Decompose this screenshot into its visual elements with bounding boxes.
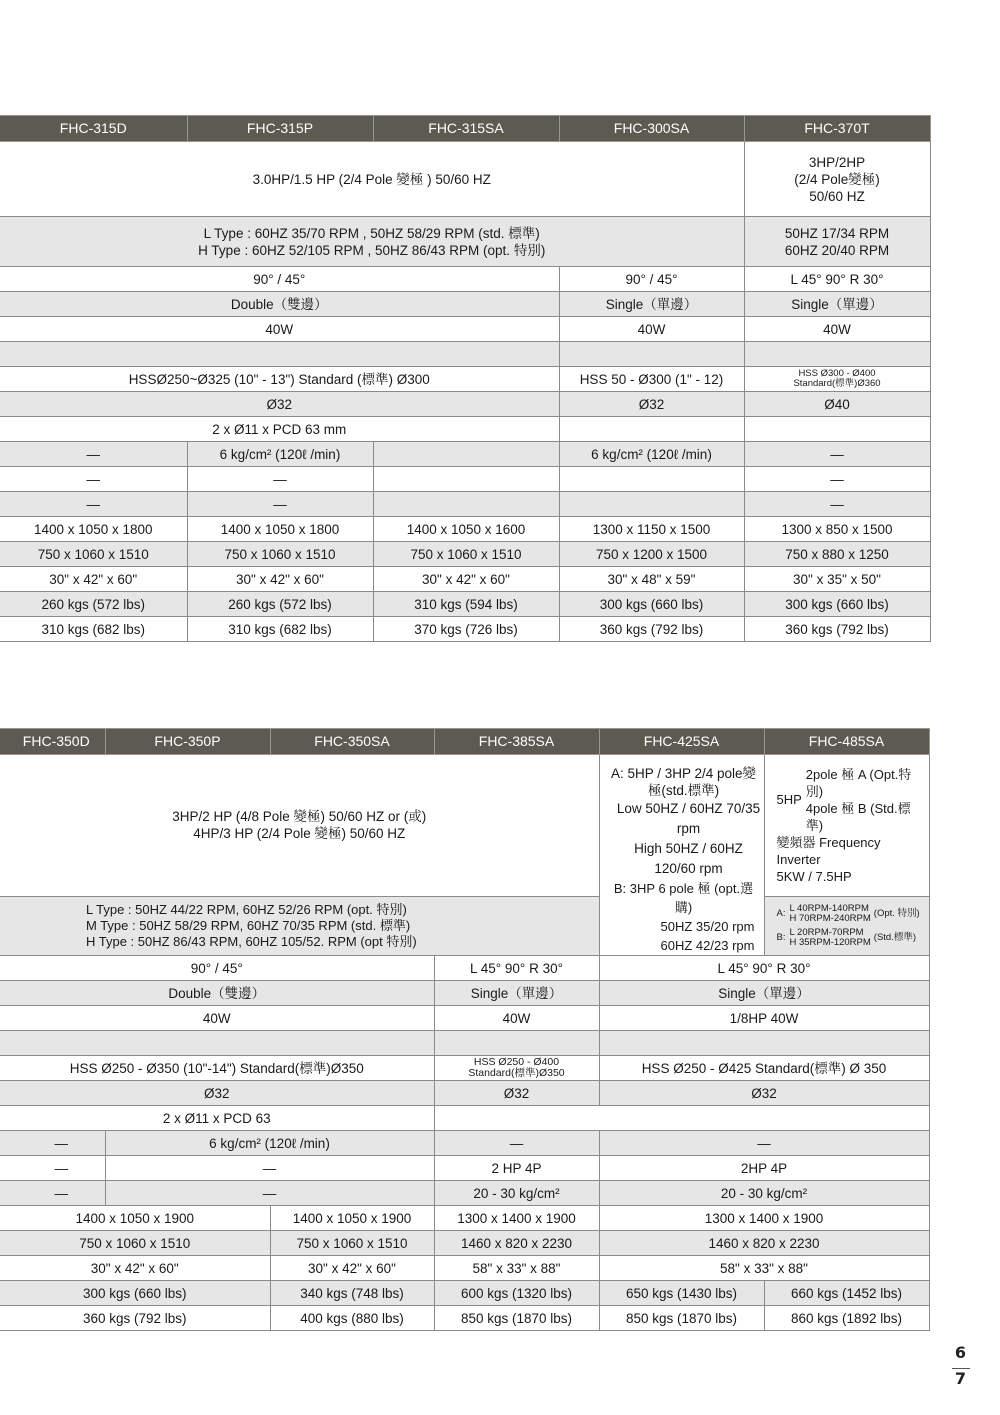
inch-cell: 30" x 42" x 60" bbox=[270, 1256, 434, 1281]
speed-label: B: bbox=[776, 931, 786, 943]
empty-cell bbox=[0, 1031, 434, 1056]
gw-cell: 310 kgs (682 lbs) bbox=[187, 617, 373, 642]
gw-cell: 360 kgs (792 lbs) bbox=[559, 617, 744, 642]
blade-cell: HSS Ø250 - Ø425 Standard(標準) Ø 350 bbox=[599, 1056, 929, 1081]
nw-cell: 600 kgs (1320 lbs) bbox=[434, 1281, 599, 1306]
motor-cell bbox=[0, 755, 599, 897]
air-row bbox=[0, 1131, 929, 1156]
nw-cell: 260 kgs (572 lbs) bbox=[0, 592, 187, 617]
pressure-cell: — bbox=[105, 1181, 434, 1206]
empty-cell bbox=[559, 492, 744, 517]
hyd-cell: — bbox=[744, 467, 930, 492]
dim-cell: 1400 x 1050 x 1900 bbox=[0, 1206, 270, 1231]
gw-cell: 860 kgs (1892 lbs) bbox=[764, 1306, 929, 1331]
inch-row bbox=[0, 567, 930, 592]
air-cell: 6 kg/cm² (120ℓ /min) bbox=[105, 1131, 434, 1156]
motor-pole-lines bbox=[806, 766, 927, 834]
mitre-row bbox=[0, 292, 930, 317]
dimension-row bbox=[0, 517, 930, 542]
hydraulic-row bbox=[0, 1156, 929, 1181]
mitre-row bbox=[0, 981, 929, 1006]
dim-cell: 1300 x 1400 x 1900 bbox=[434, 1206, 599, 1231]
blade-cell-385sa bbox=[434, 1056, 599, 1081]
gw-cell: 850 kgs (1870 lbs) bbox=[434, 1306, 599, 1331]
empty-cell bbox=[599, 1031, 929, 1056]
model-header: FHC-315D bbox=[0, 116, 187, 142]
nw-cell: 300 kgs (660 lbs) bbox=[744, 592, 930, 617]
model-header: FHC-485SA bbox=[764, 729, 929, 755]
nw-cell: 650 kgs (1430 lbs) bbox=[599, 1281, 764, 1306]
arbor-cell: Ø32 bbox=[599, 1081, 929, 1106]
speed-group-a bbox=[777, 904, 927, 924]
blade-line: Standard(標準)Ø350 bbox=[468, 1067, 565, 1079]
packing-row bbox=[0, 542, 930, 567]
pump-cell: 40W bbox=[0, 1006, 434, 1031]
page-number-right: 7 bbox=[954, 1369, 966, 1388]
gross-weight-row bbox=[0, 617, 930, 642]
model-header: FHC-315P bbox=[187, 116, 373, 142]
air-cell: — bbox=[599, 1131, 929, 1156]
dimension-row bbox=[0, 1206, 929, 1231]
model-header: FHC-315SA bbox=[373, 116, 559, 142]
hyd-cell: — bbox=[0, 1156, 105, 1181]
gross-weight-row bbox=[0, 1306, 929, 1331]
arbor-cell: Ø32 bbox=[434, 1081, 599, 1106]
dim-cell: 1400 x 1050 x 1900 bbox=[270, 1206, 434, 1231]
motor-line: 4pole 極 B (Std.標準) bbox=[805, 800, 911, 833]
inch-cell: 30" x 35" x 50" bbox=[744, 567, 930, 592]
pack-cell: 750 x 1060 x 1510 bbox=[0, 542, 187, 567]
header-row bbox=[0, 116, 930, 142]
hydraulic-row bbox=[0, 467, 930, 492]
pump-cell: 40W bbox=[0, 317, 559, 342]
speed-line: L Type : 60HZ 35/70 RPM , 50HZ 58/29 RPM (std. 標準) bbox=[203, 225, 540, 241]
motor-pole-group bbox=[777, 766, 927, 834]
empty-row bbox=[0, 342, 930, 367]
nw-cell: 660 kgs (1452 lbs) bbox=[764, 1281, 929, 1306]
pressure-cell: — bbox=[0, 492, 187, 517]
nw-cell: 300 kgs (660 lbs) bbox=[559, 592, 744, 617]
pin-row bbox=[0, 1106, 929, 1131]
pump-row bbox=[0, 1006, 929, 1031]
inch-row bbox=[0, 1256, 929, 1281]
motor-cell: 3.0HP/1.5 HP (2/4 Pole 變極 ) 50/60 HZ bbox=[0, 142, 744, 217]
gw-cell: 850 kgs (1870 lbs) bbox=[599, 1306, 764, 1331]
model-header: FHC-350D bbox=[0, 729, 105, 755]
arbor-row bbox=[0, 392, 930, 417]
motor-line: 2pole 極 A (Opt.特別) bbox=[805, 766, 912, 799]
dim-cell: 1300 x 850 x 1500 bbox=[744, 517, 930, 542]
empty-row bbox=[0, 1031, 929, 1056]
speed-line: M Type : 50HZ 58/29 RPM, 60HZ 70/35 RPM (std. 標準) bbox=[86, 917, 411, 933]
pack-cell: 750 x 1060 x 1510 bbox=[373, 542, 559, 567]
motor-line: 60HZ 42/23 rpm bbox=[660, 938, 755, 953]
motor-line: 5KW / 7.5HP bbox=[776, 868, 852, 884]
empty-cell bbox=[0, 342, 559, 367]
pack-cell: 750 x 1060 x 1510 bbox=[0, 1231, 270, 1256]
nw-cell: 340 kgs (748 lbs) bbox=[270, 1281, 434, 1306]
speed-cell-370t bbox=[744, 217, 930, 267]
speed-line: 60HZ 20/40 RPM bbox=[784, 242, 890, 258]
gw-cell: 400 kgs (880 lbs) bbox=[270, 1306, 434, 1331]
angle-cell: L 45° 90° R 30° bbox=[744, 267, 930, 292]
blade-cell: HSS 50 - Ø300 (1" - 12) bbox=[559, 367, 744, 392]
mitre-cell: Double（雙邊） bbox=[0, 981, 434, 1006]
pressure-row bbox=[0, 1181, 929, 1206]
gw-cell: 310 kgs (682 lbs) bbox=[0, 617, 187, 642]
pressure-cell: 20 - 30 kg/cm² bbox=[434, 1181, 599, 1206]
inch-cell: 30" x 42" x 60" bbox=[0, 1256, 270, 1281]
speed-line: L 40RPM-140RPM bbox=[789, 902, 869, 914]
motor-line: 變頻器 Frequency Inverter bbox=[776, 834, 881, 867]
speed-lines bbox=[789, 904, 870, 924]
gw-cell: 360 kgs (792 lbs) bbox=[744, 617, 930, 642]
angle-row bbox=[0, 267, 930, 292]
speed-label: A: bbox=[776, 907, 786, 919]
speed-row bbox=[0, 217, 930, 267]
motor-line: 50HZ 35/20 rpm bbox=[660, 919, 755, 934]
pump-cell: 40W bbox=[744, 317, 930, 342]
speed-note: (Std.標準) bbox=[873, 931, 917, 943]
speed-cell bbox=[0, 896, 599, 955]
model-header: FHC-425SA bbox=[599, 729, 764, 755]
inch-cell: 58" x 33" x 88" bbox=[434, 1256, 599, 1281]
inch-cell: 58" x 33" x 88" bbox=[599, 1256, 929, 1281]
nw-cell: 300 kgs (660 lbs) bbox=[0, 1281, 270, 1306]
arbor-cell: Ø40 bbox=[744, 392, 930, 417]
speed-line: H 70RPM-240RPM bbox=[789, 912, 871, 924]
blade-row bbox=[0, 1056, 929, 1081]
empty-cell bbox=[373, 467, 559, 492]
speed-row bbox=[0, 896, 929, 955]
motor-row bbox=[0, 755, 929, 897]
pack-cell: 750 x 1060 x 1510 bbox=[187, 542, 373, 567]
pump-row bbox=[0, 317, 930, 342]
inch-cell: 30" x 48" x 59" bbox=[559, 567, 744, 592]
motor-row bbox=[0, 142, 930, 217]
empty-cell bbox=[559, 467, 744, 492]
angle-cell: 90° / 45° bbox=[0, 267, 559, 292]
blade-row bbox=[0, 367, 930, 392]
empty-cell bbox=[373, 492, 559, 517]
motor-line: 4HP/3 HP (2/4 Pole 變極) 50/60 HZ bbox=[193, 826, 406, 842]
hyd-cell: — bbox=[105, 1156, 434, 1181]
air-row bbox=[0, 442, 930, 467]
dim-cell: 1400 x 1050 x 1600 bbox=[373, 517, 559, 542]
air-cell: 6 kg/cm² (120ℓ /min) bbox=[559, 442, 744, 467]
pack-cell: 750 x 880 x 1250 bbox=[744, 542, 930, 567]
speed-line: 50HZ 17/34 RPM bbox=[784, 225, 890, 241]
nw-cell: 310 kgs (594 lbs) bbox=[373, 592, 559, 617]
pack-cell: 1460 x 820 x 2230 bbox=[599, 1231, 929, 1256]
dim-cell: 1400 x 1050 x 1800 bbox=[187, 517, 373, 542]
mitre-cell: Single（單邊） bbox=[559, 292, 744, 317]
air-cell: — bbox=[0, 442, 187, 467]
mitre-cell: Single（單邊） bbox=[744, 292, 930, 317]
pressure-cell: — bbox=[0, 1181, 105, 1206]
blade-line: HSS Ø300 - Ø400 bbox=[798, 368, 876, 379]
speed-group-b bbox=[777, 928, 927, 948]
angle-cell: 90° / 45° bbox=[559, 267, 744, 292]
inch-cell: 30" x 42" x 60" bbox=[373, 567, 559, 592]
spec-table-lower bbox=[0, 728, 930, 1331]
angle-cell: L 45° 90° R 30° bbox=[434, 956, 599, 981]
air-cell: — bbox=[744, 442, 930, 467]
inch-cell: 30" x 42" x 60" bbox=[187, 567, 373, 592]
mitre-cell: Single（單邊） bbox=[434, 981, 599, 1006]
hyd-cell: 2HP 4P bbox=[599, 1156, 929, 1181]
model-header: FHC-350SA bbox=[270, 729, 434, 755]
speed-line: H 35RPM-120RPM bbox=[789, 936, 871, 948]
motor-cell-370t bbox=[744, 142, 930, 217]
pressure-cell: — bbox=[187, 492, 373, 517]
mitre-cell: Single（單邊） bbox=[599, 981, 929, 1006]
arbor-row bbox=[0, 1081, 929, 1106]
mitre-cell: Double（雙邊） bbox=[0, 292, 559, 317]
pin-cell: 2 x Ø11 x PCD 63 bbox=[0, 1106, 434, 1131]
hyd-cell: — bbox=[0, 467, 187, 492]
air-cell: 6 kg/cm² (120ℓ /min) bbox=[187, 442, 373, 467]
pressure-row bbox=[0, 492, 930, 517]
empty-cell bbox=[434, 1031, 599, 1056]
angle-cell: L 45° 90° R 30° bbox=[599, 956, 929, 981]
empty-cell bbox=[373, 442, 559, 467]
speed-lines bbox=[789, 928, 870, 948]
model-header: FHC-350P bbox=[105, 729, 270, 755]
blade-line: HSS Ø250 - Ø400 bbox=[473, 1056, 560, 1068]
blade-line: Standard(標準)Ø360 bbox=[793, 378, 881, 389]
speed-note: (Opt. 特別) bbox=[873, 907, 920, 919]
air-cell: — bbox=[434, 1131, 599, 1156]
speed-cell-485sa bbox=[764, 896, 929, 955]
page-number-left: 6 bbox=[954, 1343, 966, 1362]
empty-cell bbox=[744, 417, 930, 442]
speed-line: H Type : 50HZ 86/43 RPM, 60HZ 105/52. RPM (opt 特別) bbox=[86, 933, 417, 949]
speed-line: H Type : 60HZ 52/105 RPM , 50HZ 86/43 RPM (opt. 特別) bbox=[198, 242, 546, 258]
motor-hp: 5HP bbox=[776, 792, 802, 808]
blade-cell: HSSØ250~Ø325 (10" - 13") Standard (標準) Ø300 bbox=[0, 367, 559, 392]
inch-cell: 30" x 42" x 60" bbox=[0, 567, 187, 592]
pack-cell: 750 x 1060 x 1510 bbox=[270, 1231, 434, 1256]
dim-cell: 1400 x 1050 x 1800 bbox=[0, 517, 187, 542]
motor-cell-425sa bbox=[599, 755, 764, 956]
spec-table-upper bbox=[0, 115, 931, 642]
pump-cell: 1/8HP 40W bbox=[599, 1006, 929, 1031]
angle-row bbox=[0, 956, 929, 981]
arbor-cell: Ø32 bbox=[559, 392, 744, 417]
pressure-cell: — bbox=[744, 492, 930, 517]
packing-row bbox=[0, 1231, 929, 1256]
empty-cell bbox=[434, 1106, 929, 1131]
angle-cell: 90° / 45° bbox=[0, 956, 434, 981]
air-cell: — bbox=[0, 1131, 105, 1156]
empty-cell bbox=[559, 417, 744, 442]
gw-cell: 370 kgs (726 lbs) bbox=[373, 617, 559, 642]
speed-line: L 20RPM-70RPM bbox=[789, 926, 864, 938]
net-weight-row bbox=[0, 592, 930, 617]
motor-line: 50/60 HZ bbox=[809, 188, 865, 204]
pack-cell: 1460 x 820 x 2230 bbox=[434, 1231, 599, 1256]
dim-cell: 1300 x 1150 x 1500 bbox=[559, 517, 744, 542]
model-header: FHC-370T bbox=[744, 116, 930, 142]
pump-cell: 40W bbox=[559, 317, 744, 342]
motor-line: Low 50HZ / 60HZ 70/35 rpm bbox=[616, 801, 761, 836]
nw-cell: 260 kgs (572 lbs) bbox=[187, 592, 373, 617]
pin-cell: 2 x Ø11 x PCD 63 mm bbox=[0, 417, 559, 442]
header-row bbox=[0, 729, 929, 755]
gw-cell: 360 kgs (792 lbs) bbox=[0, 1306, 270, 1331]
hyd-cell: — bbox=[187, 467, 373, 492]
pack-cell: 750 x 1200 x 1500 bbox=[559, 542, 744, 567]
net-weight-row bbox=[0, 1281, 929, 1306]
motor-cell-485sa bbox=[764, 755, 929, 897]
arbor-cell: Ø32 bbox=[0, 1081, 434, 1106]
motor-line: 3HP/2HP bbox=[808, 154, 866, 170]
motor-line: 3HP/2 HP (4/8 Pole 變極) 50/60 HZ or (或) bbox=[172, 809, 427, 825]
empty-cell bbox=[744, 342, 930, 367]
dim-cell: 1300 x 1400 x 1900 bbox=[599, 1206, 929, 1231]
arbor-cell: Ø32 bbox=[0, 392, 559, 417]
blade-cell: HSS Ø250 - Ø350 (10"-14") Standard(標準)Ø350 bbox=[0, 1056, 434, 1081]
pin-row bbox=[0, 417, 930, 442]
motor-line: High 50HZ / 60HZ 120/60 rpm bbox=[634, 841, 743, 876]
hyd-cell: 2 HP 4P bbox=[434, 1156, 599, 1181]
model-header: FHC-385SA bbox=[434, 729, 599, 755]
empty-cell bbox=[559, 342, 744, 367]
motor-line: B: 3HP 6 pole 極 (opt.選購) bbox=[613, 881, 754, 915]
speed-line: L Type : 50HZ 44/22 RPM, 60HZ 52/26 RPM (opt. 特別) bbox=[86, 901, 407, 917]
pump-cell: 40W bbox=[434, 1006, 599, 1031]
motor-line: (2/4 Pole變極) bbox=[794, 171, 880, 187]
model-header: FHC-300SA bbox=[559, 116, 744, 142]
pressure-cell: 20 - 30 kg/cm² bbox=[599, 1181, 929, 1206]
blade-cell-370t bbox=[744, 367, 930, 392]
speed-cell bbox=[0, 217, 744, 267]
motor-line: A: 5HP / 3HP 2/4 pole變極(std.標準) bbox=[610, 766, 757, 798]
